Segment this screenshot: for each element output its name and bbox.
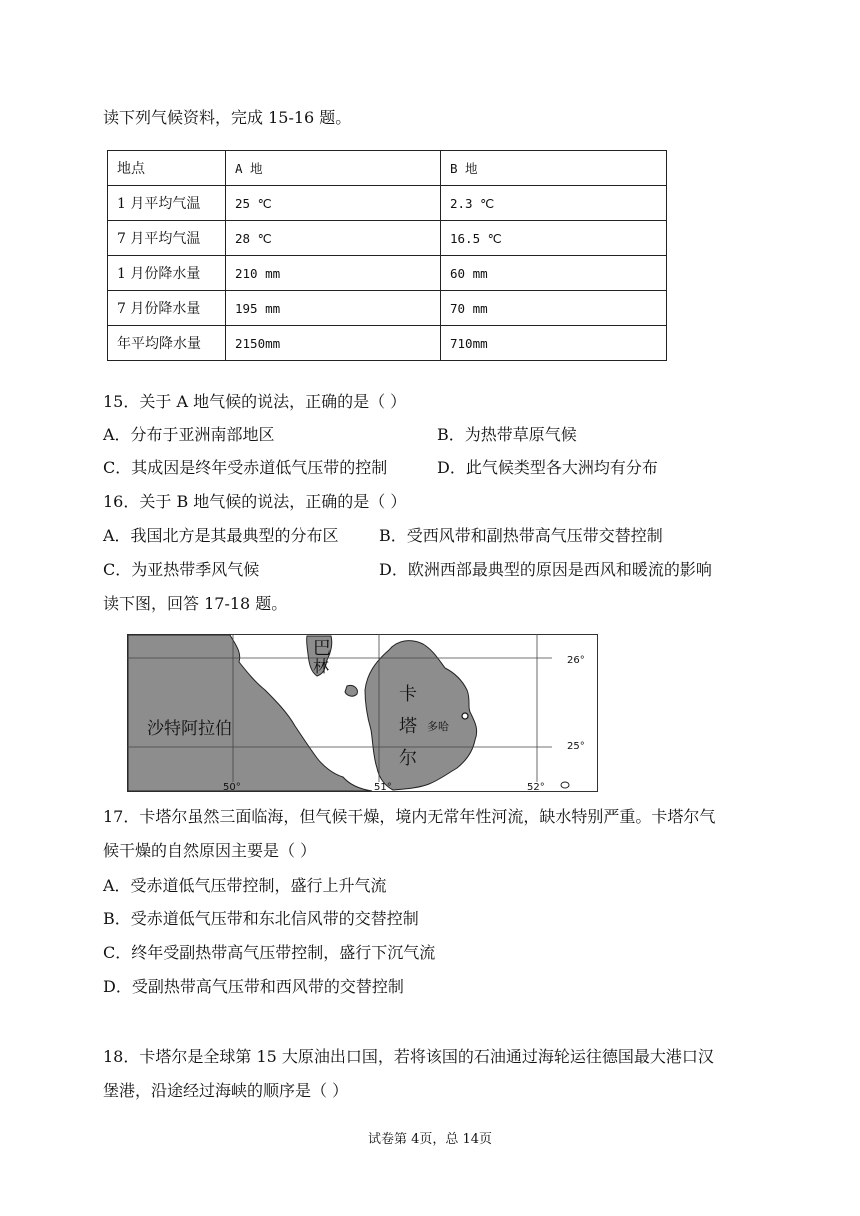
q16-stem: 16．关于 B 地气候的说法，正确的是（ ）: [103, 492, 407, 511]
q16-option-b: B．受西风带和副热带高气压带交替控制: [379, 526, 663, 545]
table-cell: 1 月份降水量: [108, 256, 226, 291]
table-header-cell: 地点: [108, 151, 226, 186]
table-cell: 210 mm: [226, 256, 441, 291]
q16-option-d: D．欧洲西部最典型的原因是西风和暖流的影响: [379, 560, 712, 579]
q18-stem-1: 18．卡塔尔是全球第 15 大原油出口国，若将该国的石油通过海轮运往德国最大港口汉: [103, 1047, 714, 1066]
q15-option-a: A．分布于亚洲南部地区: [103, 425, 275, 444]
table-header-row: [108, 151, 667, 186]
q15-option-b: B．为热带草原气候: [437, 425, 577, 444]
doha-marker: [462, 713, 468, 719]
table-cell: 2.3 ℃: [441, 186, 667, 221]
table-cell: 7 月份降水量: [108, 291, 226, 326]
label-lon-50: 50°: [223, 782, 241, 792]
table-cell: 70 mm: [441, 291, 667, 326]
climate-intro: 读下列气候资料，完成 15-16 题。: [103, 108, 352, 127]
table-row: [108, 326, 667, 361]
q17-option-b: B．受赤道低气压带和东北信风带的交替控制: [103, 909, 419, 928]
label-lon-52: 52°: [527, 782, 545, 792]
table-cell: 28 ℃: [226, 221, 441, 256]
climate-table: [107, 150, 667, 361]
q17-stem-2: 候干燥的自然原因主要是（ ）: [103, 841, 317, 860]
q18-stem-2: 堡港，沿途经过海峡的顺序是（ ）: [103, 1081, 349, 1100]
q17-stem-1: 17．卡塔尔虽然三面临海，但气候干燥，境内无常年性河流，缺水特别严重。卡塔尔气: [103, 807, 716, 826]
q16-option-a: A．我国北方是其最典型的分布区: [103, 526, 339, 545]
label-qatar-ka: 卡: [399, 684, 417, 705]
q16-option-c: C．为亚热带季风气候: [103, 560, 260, 579]
map-intro: 读下图，回答 17-18 题。: [103, 594, 288, 613]
table-cell: 60 mm: [441, 256, 667, 291]
table-row: [108, 291, 667, 326]
table-cell: 16.5 ℃: [441, 221, 667, 256]
table-header-cell: B 地: [441, 151, 667, 186]
label-qatar-er: 尔: [399, 748, 417, 769]
label-qatar-ta: 塔: [399, 716, 417, 737]
table-cell: 25 ℃: [226, 186, 441, 221]
label-doha: 多哈: [427, 720, 449, 733]
table-row: [108, 256, 667, 291]
label-bahrain-1: 巴: [313, 638, 331, 659]
table-row: [108, 221, 667, 256]
small-island: [345, 685, 357, 696]
table-cell: 2150mm: [226, 326, 441, 361]
qatar-map: [127, 634, 598, 792]
label-lon-51: 51°: [374, 782, 392, 792]
table-row: [108, 186, 667, 221]
table-cell: 1 月平均气温: [108, 186, 226, 221]
table-header-cell: A 地: [226, 151, 441, 186]
label-bahrain-2: 林: [313, 657, 330, 676]
table-cell: 195 mm: [226, 291, 441, 326]
page-footer: 试卷第 4页，总 14页: [367, 1132, 493, 1147]
label-lat-25: 25°: [567, 741, 585, 752]
q15-option-d: D．此气候类型各大洲均有分布: [437, 458, 658, 477]
table-cell: 710mm: [441, 326, 667, 361]
q15-stem: 15．关于 A 地气候的说法，正确的是（ ）: [103, 392, 407, 411]
table-cell: 年平均降水量: [108, 326, 226, 361]
q15-option-c: C．其成因是终年受赤道低气压带的控制: [103, 458, 388, 477]
q17-option-d: D．受副热带高气压带和西风带的交替控制: [103, 977, 404, 996]
label-lat-26: 26°: [567, 655, 585, 666]
label-saudi-arabia: 沙特阿拉伯: [147, 719, 232, 739]
table-cell: 7 月平均气温: [108, 221, 226, 256]
q17-option-c: C．终年受副热带高气压带控制，盛行下沉气流: [103, 943, 436, 962]
q17-option-a: A．受赤道低气压带控制，盛行上升气流: [103, 876, 387, 895]
